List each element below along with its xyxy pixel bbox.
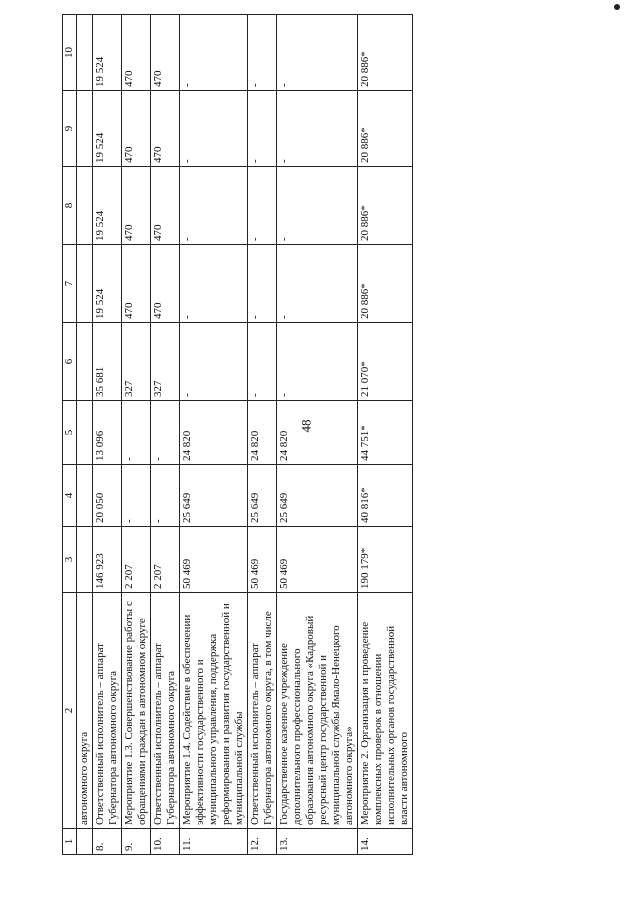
row-number: 13. xyxy=(277,829,358,855)
row-value: - xyxy=(277,323,358,401)
row-value: 470 xyxy=(122,91,151,167)
row-value: 470 xyxy=(122,245,151,323)
row-value: 2 207 xyxy=(151,527,180,593)
row-value: 50 469 xyxy=(180,527,248,593)
col-header: 8 xyxy=(63,167,77,245)
row-number: 12. xyxy=(248,829,277,855)
row-value: - xyxy=(248,167,277,245)
row-value: 24 820 xyxy=(180,401,248,465)
row-value: - xyxy=(180,15,248,91)
row-value: 327 xyxy=(151,323,180,401)
row-value: - xyxy=(248,245,277,323)
row-value: 2 207 xyxy=(122,527,151,593)
scan-dot xyxy=(614,4,620,10)
col-header: 6 xyxy=(63,323,77,401)
row-value: - xyxy=(248,323,277,401)
col-header: 9 xyxy=(63,91,77,167)
row-title: Мероприятие 1.3. Совершенствование работы с обращениями граждан в автономном округе xyxy=(122,593,151,829)
table-sheet xyxy=(62,15,602,855)
row-value: - xyxy=(248,91,277,167)
row-title: Мероприятие 2. Организация и проведение комплексных проверок в отношении исполнительных органов государственной власти автономного xyxy=(358,593,413,829)
budget-table xyxy=(62,14,413,855)
row-value: 24 820 xyxy=(277,401,358,465)
row-value: 44 751* xyxy=(358,401,413,465)
row-value: 50 469 xyxy=(248,527,277,593)
row-value: 50 469 xyxy=(277,527,358,593)
row-value: - xyxy=(122,401,151,465)
header-row xyxy=(63,15,77,855)
row-value: 146 923 xyxy=(93,527,122,593)
row-value: 19 524 xyxy=(93,167,122,245)
continuation-text: автономного округа xyxy=(77,593,93,829)
row-value: 20 886* xyxy=(358,15,413,91)
row-value: 20 886* xyxy=(358,91,413,167)
continuation-row xyxy=(77,15,93,855)
row-value: 13 096 xyxy=(93,401,122,465)
row-value: - xyxy=(277,91,358,167)
col-header: 3 xyxy=(63,527,77,593)
row-value: - xyxy=(180,167,248,245)
row-value: 20 050 xyxy=(93,465,122,527)
row-title: Ответственный исполнитель – аппарат Губернатора автономного округа xyxy=(151,593,180,829)
row-number: 10. xyxy=(151,829,180,855)
row-value: 20 886* xyxy=(358,245,413,323)
row-value: - xyxy=(151,465,180,527)
table-row xyxy=(277,15,358,855)
row-value: 24 820 xyxy=(248,401,277,465)
row-value: 470 xyxy=(122,15,151,91)
row-value: 470 xyxy=(122,167,151,245)
row-value: 25 649 xyxy=(277,465,358,527)
row-value: 19 524 xyxy=(93,15,122,91)
row-value: 19 524 xyxy=(93,91,122,167)
row-value: - xyxy=(122,465,151,527)
row-value: 470 xyxy=(151,91,180,167)
table-row xyxy=(93,15,122,855)
table-row xyxy=(151,15,180,855)
row-title: Мероприятие 1.4. Содействие в обеспечении эффективности государственного и муниципального управления, поддержка реформирования и развития государственной и муниципальной службы xyxy=(180,593,248,829)
row-value: 35 681 xyxy=(93,323,122,401)
table-row xyxy=(248,15,277,855)
row-title: Ответственный исполнитель – аппарат Губернатора автономного округа, в том числе xyxy=(248,593,277,829)
row-title: Государственное казенное учреждение дополнительного профессионального образования автономного округа «Кадровый ресурсный центр государственной и муниципальной службы Ямало-Ненецкого автономного округа» xyxy=(277,593,358,829)
page-number: 48 xyxy=(298,419,314,433)
table-row xyxy=(180,15,248,855)
row-value: - xyxy=(180,91,248,167)
row-value: 40 816* xyxy=(358,465,413,527)
row-value: 21 070* xyxy=(358,323,413,401)
rotated-table-frame xyxy=(62,15,602,855)
row-title: Ответственный исполнитель – аппарат Губернатора автономного округа xyxy=(93,593,122,829)
row-value: 470 xyxy=(151,15,180,91)
row-value: 19 524 xyxy=(93,245,122,323)
table-row xyxy=(122,15,151,855)
row-value: - xyxy=(180,323,248,401)
row-value: 20 886* xyxy=(358,167,413,245)
col-header: 7 xyxy=(63,245,77,323)
row-value: 25 649 xyxy=(248,465,277,527)
col-header: 2 xyxy=(63,593,77,829)
col-header: 1 xyxy=(63,829,77,855)
col-header: 5 xyxy=(63,401,77,465)
col-header: 10 xyxy=(63,15,77,91)
row-value: - xyxy=(277,15,358,91)
col-header: 4 xyxy=(63,465,77,527)
row-value: 190 179* xyxy=(358,527,413,593)
row-value: - xyxy=(248,15,277,91)
row-number: 8. xyxy=(93,829,122,855)
row-value: - xyxy=(180,245,248,323)
row-number: 14. xyxy=(358,829,413,855)
table-row xyxy=(358,15,413,855)
row-number: 9. xyxy=(122,829,151,855)
row-value: - xyxy=(277,245,358,323)
row-value: 470 xyxy=(151,245,180,323)
row-number: 11. xyxy=(180,829,248,855)
row-value: 327 xyxy=(122,323,151,401)
row-value: 470 xyxy=(151,167,180,245)
row-value: - xyxy=(151,401,180,465)
row-value: - xyxy=(277,167,358,245)
row-value: 25 649 xyxy=(180,465,248,527)
